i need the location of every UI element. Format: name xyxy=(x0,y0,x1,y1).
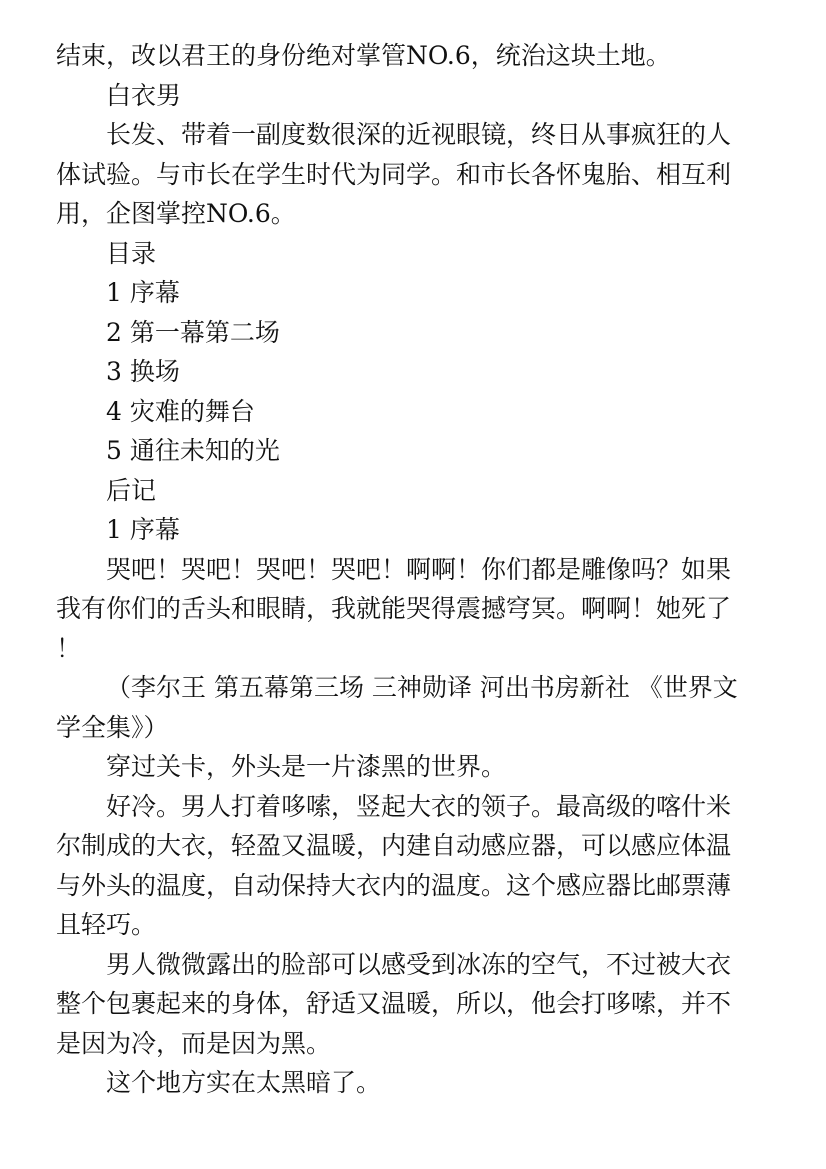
toc-item-5: 5 通往未知的光 xyxy=(106,436,280,465)
toc-item-3: 3 换场 xyxy=(106,357,180,386)
epigraph-quote: 哭吧！哭吧！哭吧！哭吧！啊啊！你们都是雕像吗？如果我有你们的舌头和眼睛，我就能哭得震撼穹冥。啊啊！她死了！ xyxy=(56,554,732,663)
character-name-white-coat-man: 白衣男 xyxy=(106,80,182,110)
document-page xyxy=(56,36,750,1103)
paragraph-2: 穿过关卡，外头是一片漆黑的世界。 xyxy=(106,752,507,781)
toc-item-4: 4 灾难的舞台 xyxy=(106,396,255,426)
toc-item-1: 1 序幕 xyxy=(106,278,180,307)
paragraph-1: 结束，改以君王的身份绝对掌管NO.6，统治这块土地。 xyxy=(56,41,671,70)
toc-heading: 目录 xyxy=(106,238,157,268)
paragraph-3: 好冷。男人打着哆嗦，竖起大衣的领子。最高级的喀什米尔制成的大衣，轻盈又温暖，内建自动感应器，可以感应体温与外头的温度，自动保持大衣内的温度。这个感应器比邮票薄且轻巧。 xyxy=(56,791,732,939)
chapter-heading: 1 序幕 xyxy=(106,515,180,544)
toc-item-2: 2 第一幕第二场 xyxy=(106,317,280,347)
character-description: 长发、带着一副度数很深的近视眼镜，终日从事疯狂的人体试验。与市长在学生时代为同学。和市长各怀鬼胎、相互利用，企图掌控NO.6。 xyxy=(56,120,732,228)
epigraph-source: （李尔王 第五幕第三场 三神勋译 河出书房新社 《世界文学全集》） xyxy=(56,673,738,742)
paragraph-5: 这个地方实在太黑暗了。 xyxy=(106,1068,382,1097)
toc-item-afterword: 后记 xyxy=(106,475,157,505)
paragraph-4: 男人微微露出的脸部可以感受到冰冻的空气，不过被大衣整个包裹起来的身体，舒适又温暖，所以，他会打哆嗦，并不是因为冷，而是因为黑。 xyxy=(56,949,732,1058)
